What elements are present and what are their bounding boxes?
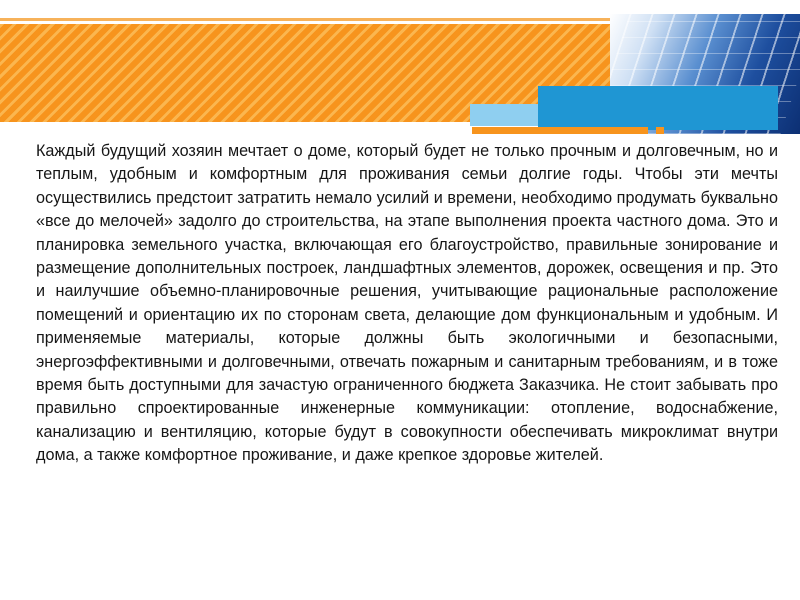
light-blue-accent-block — [470, 104, 540, 126]
body-paragraph: Каждый будущий хозяин мечтает о доме, который будет не только прочным и долговечным, но и теплым, удобным и комфортным для проживания семьи долгие годы. Чтобы эти мечты осуществились предстоит затратить немало усилий и времени, необходимо продумать буквально «все до мелочей» задолго до строительства, на этапе выполнения проекта частного дома. Это и планировка земельного участка, включающая его благоустройство, правильные зонирование и размещение дополнительных построек, ландшафтных элементов, дорожек, освещения и пр. Это и наилучшие объемно-планировочные решения, учитывающие рациональные расположение помещений и ориентацию их по сторонам света, делающие дом функциональным и удобным. И применяемые материалы, которые должны быть экологичными и безопасными, энергоэффективными и долговечными, отвечать пожарным и санитарным требованиям, и в тоже время быть доступными для зачастую ограниченного бюджета Заказчика. Не стоит забывать про правильно спроектированные инженерные коммуникации: отопление, водоснабжение, канализацию и вентиляцию, которые будут в совокупности обеспечивать микроклимат внутри дома, а также комфортное проживание, и даже крепкое здоровье жителей. — [36, 142, 778, 465]
banner-top-line — [0, 18, 636, 21]
orange-accent-square — [656, 127, 664, 134]
blue-accent-block — [538, 86, 778, 130]
orange-accent-strip — [472, 127, 648, 134]
